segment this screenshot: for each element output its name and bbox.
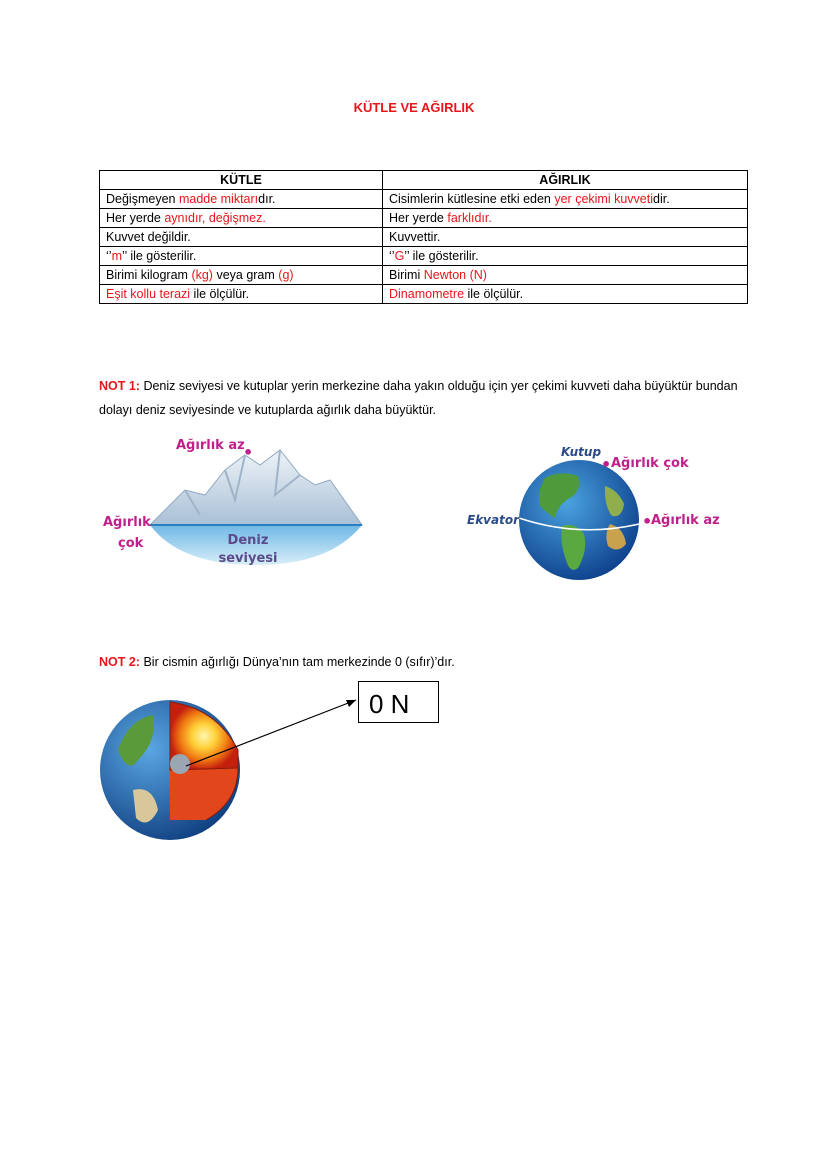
table-cell: Kuvvettir. <box>383 228 748 247</box>
table-cell: Birimi kilogram (kg) veya gram (g) <box>100 266 383 285</box>
note-1-text: Deniz seviyesi ve kutuplar yerin merkezine daha yakın olduğu için yer çekimi kuvveti daha büyüktür bundan dolayı deniz seviyesinde ve kutuplarda ağırlık daha büyüktür. <box>99 379 738 417</box>
mountain-side-label-1: Ağırlık <box>103 515 151 530</box>
table-header-row <box>100 171 748 190</box>
note-1 <box>99 374 739 422</box>
page-title: KÜTLE VE AĞIRLIK <box>353 100 475 115</box>
table-cell: Eşit kollu terazi ile ölçülür. <box>100 285 383 304</box>
mountain-side-label-2: çok <box>118 536 144 551</box>
table-cell: Her yerde farklıdır. <box>383 209 748 228</box>
marker-dot: • <box>601 455 612 474</box>
table-cell: Kuvvet değildir. <box>100 228 383 247</box>
note-2 <box>99 650 739 674</box>
table-cell: Değişmeyen madde miktarıdır. <box>100 190 383 209</box>
marker-dot: • <box>243 443 254 462</box>
marker-dot: • <box>642 512 653 531</box>
table-row <box>100 209 748 228</box>
table-row <box>100 228 748 247</box>
header-agirlik: AĞIRLIK <box>383 171 748 190</box>
table-cell: Cisimlerin kütlesine etki eden yer çekimi kuvvetidir. <box>383 190 748 209</box>
header-kutle: KÜTLE <box>100 171 383 190</box>
table-row <box>100 190 748 209</box>
table-cell: ‘’G’’ ile gösterilir. <box>383 247 748 266</box>
table-row <box>100 285 748 304</box>
equator-label: Ekvator <box>467 513 519 527</box>
table-row <box>100 247 748 266</box>
sea-level-label: Deniz seviyesi <box>218 533 278 566</box>
pole-weight-label: Ağırlık çok <box>611 456 689 471</box>
note-2-label: NOT 2: <box>99 655 140 669</box>
mountain-top-label: Ağırlık az <box>176 438 245 453</box>
globe-illustration <box>500 456 653 586</box>
table-cell: Dinamometre ile ölçülür. <box>383 285 748 304</box>
table-cell: ‘’m’’ ile gösterilir. <box>100 247 383 266</box>
pole-label: Kutup <box>561 445 602 459</box>
table-cell: Her yerde aynıdır, değişmez. <box>100 209 383 228</box>
table-row <box>100 266 748 285</box>
note-1-label: NOT 1: <box>99 379 140 393</box>
zero-newton-box: 0 N <box>358 681 439 723</box>
comparison-table <box>99 170 748 304</box>
equator-weight-label: Ağırlık az <box>651 513 720 528</box>
earth-core-illustration <box>98 690 368 850</box>
note-2-text: Bir cismin ağırlığı Dünya’nın tam merkezinde 0 (sıfır)’dır. <box>139 655 455 669</box>
table-cell: Birimi Newton (N) <box>383 266 748 285</box>
